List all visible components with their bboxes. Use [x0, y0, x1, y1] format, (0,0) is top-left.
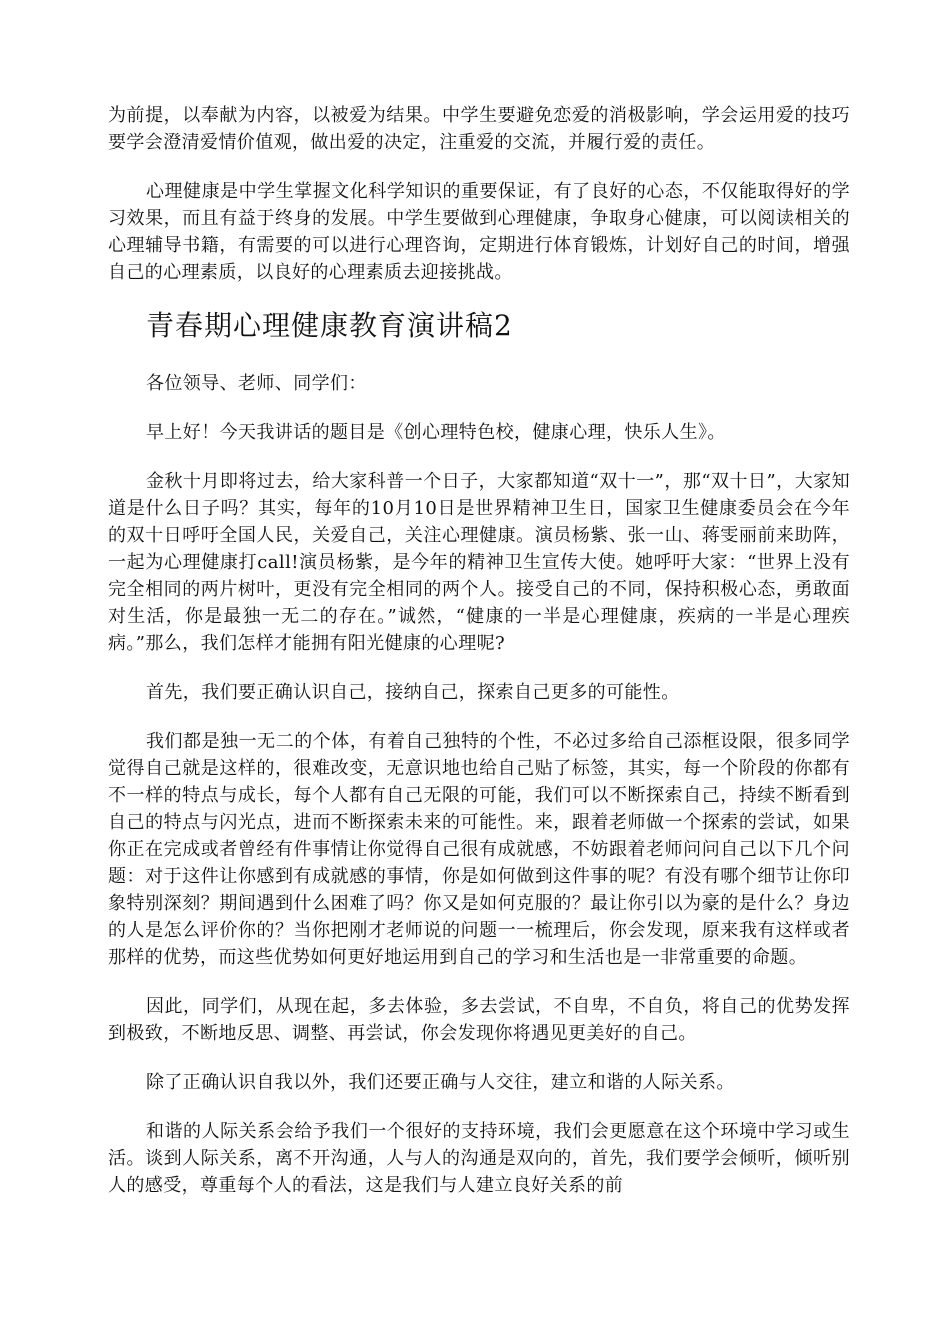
paragraph-self-exploration: 我们都是独一无二的个体，有着自己独特的个性，不必过多给自己添框设限，很多同学觉得自己就是这样的，很难改变，无意识地也给自己贴了标签，其实，每一个阶段的你都有不一样的特点与成长，每个人都有自己无限的可能，我们可以不断探索自己，持续不断看到自己的特点与闪光点，进而不断探索未来的可能性。来，跟着老师做一个探索的尝试，如果你正在完成或者曾经有件事情让你觉得自己很有成就感，不妨跟着老师问问自己以下几个问题：对于这件让你感到有成就感的事情，你是如何做到这件事的呢？有没有哪个细节让你印象特别深刻？期间遇到什么困难了吗？你又是如何克服的？最让你引以为豪的是什么？身边的人是怎么评价你的？当你把刚才老师说的问题一一梳理后，你会发现，原来我有这样或者那样的优势，而这些优势如何更好地运用到自己的学习和生活也是一非常重要的命题。: [108, 731, 850, 968]
document-body: [108, 102, 850, 1221]
paragraph-relationships: 和谐的人际关系会给予我们一个很好的支持环境，我们会更愿意在这个环境中学习或生活。谈到人际关系，离不开沟通，人与人的沟通是双向的，首先，我们要学会倾听，倾听别人的感受，尊重每个人的看法，这是我们与人建立良好关系的前: [108, 1121, 850, 1196]
paragraph-topic: 早上好！今天我讲话的题目是《创心理特色校，健康心理，快乐人生》。: [146, 422, 726, 443]
paragraph-therefore: 因此，同学们，从现在起，多去体验，多去尝试，不自卑，不自负，将自己的优势发挥到极致，不断地反思、调整、再尝试，你会发现你将遇见更美好的自己。: [108, 996, 850, 1044]
paragraph-second-point: 除了正确认识自我以外，我们还要正确与人交往，建立和谐的人际关系。: [146, 1072, 735, 1093]
paragraph-mental-health-day: 金秋十月即将过去，给大家科普一个日子，大家都知道“双十一”，那“双十日”，大家知道是什么日子吗？其实，每年的10月10日是世界精神卫生日，国家卫生健康委员会在今年的双十日呼吁全国人民，关爱自己，关注心理健康。演员杨紫、张一山、蒋雯丽前来助阵，一起为心理健康打call!演员杨紫，是今年的精神卫生宣传大使。她呼吁大家：“世界上没有完全相同的两片树叶，更没有完全相同的两个人。接受自己的不同，保持积极心态，勇敢面对生活，你是最独一无二的存在。”诚然，“健康的一半是心理健康，疾病的一半是心理疾病。”那么，我们怎样才能拥有阳光健康的心理呢?: [108, 471, 850, 654]
paragraph-greeting: 各位领导、老师、同学们：: [146, 373, 367, 394]
section-title: 青春期心理健康教育演讲稿2: [146, 309, 513, 342]
paragraph-mental-health: 心理健康是中学生掌握文化科学知识的重要保证，有了良好的心态，不仅能取得好的学习效果，而且有益于终身的发展。中学生要做到心理健康，争取身心健康，可以阅读相关的心理辅导书籍，有需要的可以进行心理咨询，定期进行体育锻炼，计划好自己的时间，增强自己的心理素质，以良好的心理素质去迎接挑战。: [108, 181, 850, 283]
paragraph-first-point: 首先，我们要正确认识自己，接纳自己，探索自己更多的可能性。: [146, 682, 680, 703]
paragraph-continued: 为前提，以奉献为内容，以被爱为结果。中学生要避免恋爱的消极影响，学会运用爱的技巧要学会澄清爱情价值观，做出爱的决定，注重爱的交流，并履行爱的责任。: [108, 105, 850, 153]
